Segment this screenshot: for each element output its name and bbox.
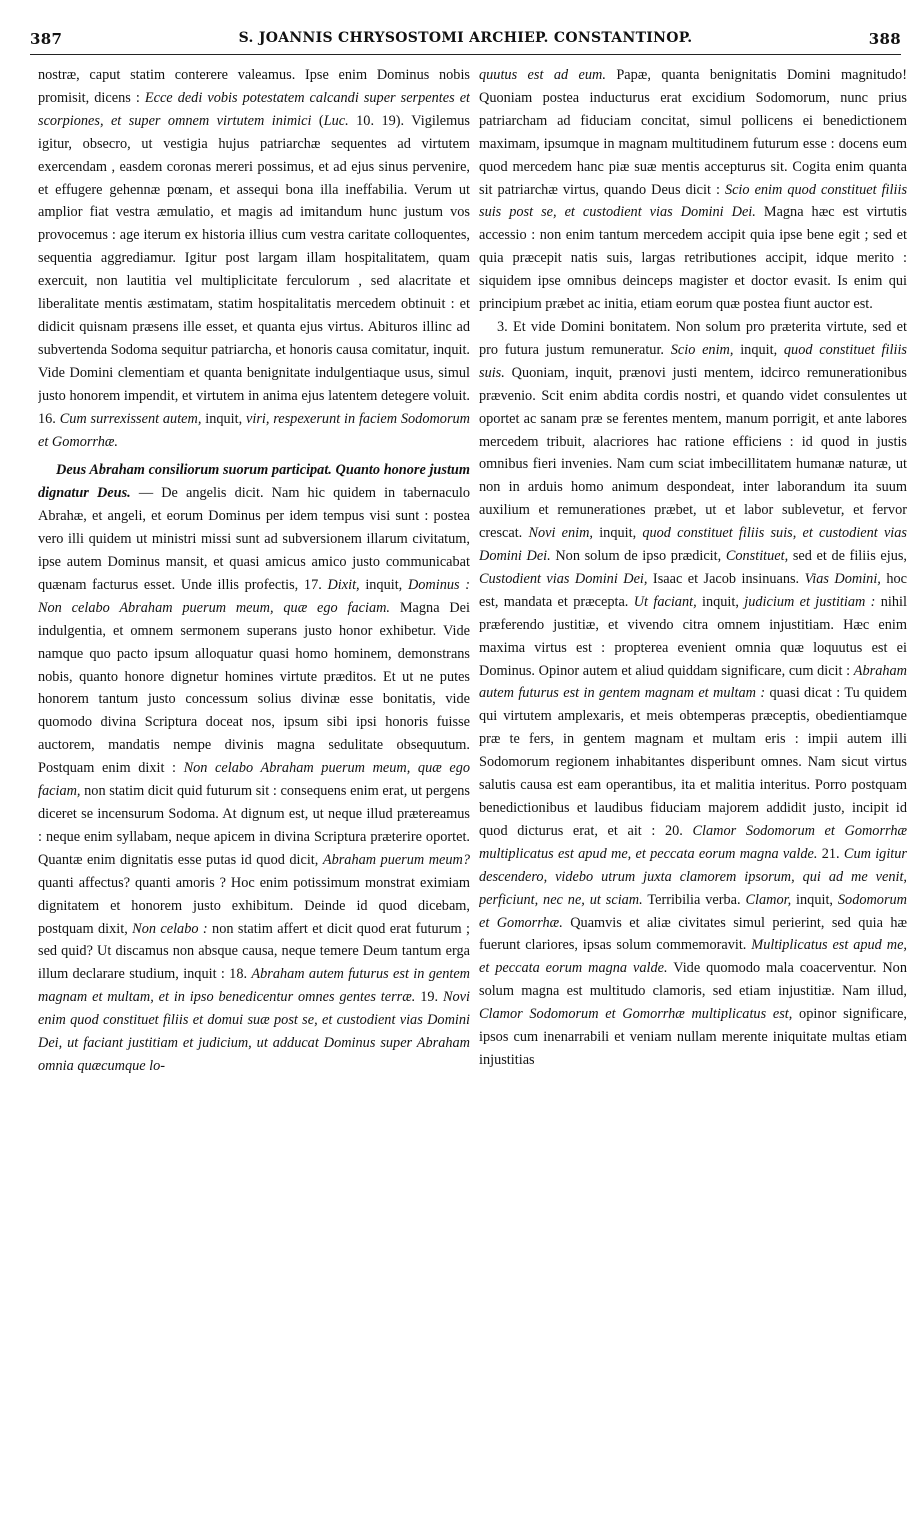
text-run: Quoniam, inquit, prænovi justi mentem, idcirco remunerationibus prævenio. Scit enim abdita cordis nostri, et quando videt consulentes ut oportet ac sanam præ se ferentes mentem, manum porrigit, et ante labores mercedem tribuit, alacriores hac ratione efficiens : id quod in justis omnibus fieri invenies. Nam cum sciat imbecillitatem humanæ naturæ, ut non in arduis homo animum despondeat, inter laborandum ita suum auxilium et remunerationes præbet, ut et labor sublevetur, et fervor crescat. [479, 364, 907, 542]
text-run: Papæ, quanta benignitatis Domini magnitudo! Quoniam postea inducturus erat excidium Sodomorum, nunc prius patriarcham ad fiduciam concitat, simul pollicens ei benedictionem maximam, ipsumque in magnam multitudinem futurum esse : docens eum quod mercedem hanc piæ suæ mentis accepturus sit. Cogita enim quanta sit patriarchæ virtus, quando Deus dicit : [479, 67, 907, 198]
text-run: Non solum de ipso prædicit, [550, 548, 726, 565]
text-run: sed et de filiis ejus, [788, 548, 907, 565]
italic-text-run: Scio enim, [670, 341, 734, 358]
italic-text-run: Abraham autem futurus est in gentem magnam et multam : [479, 662, 907, 702]
text-run: Magna hæc est virtutis accessio : non enim tantum mercedem accipit quia ipse bene egit ; sed et quia præcepit natis suis, largas retributiones accipit, idque merito : siquidem ipse omnibus deinceps magister et doctor evasit. Is enim qui principium præbet ac initia, etiam eorum quæ postea fiunt auctor est. [479, 204, 907, 313]
italic-text-run: Novi enim quod constituet filiis et domui suæ post se, et custodient vias Domini Dei, ut faciant justitiam et judicium, ut adducat Dominus super Abraham omnia quæcumque lo- [38, 989, 470, 1074]
italic-text-run: Novi enim, [528, 525, 594, 542]
text-run: nihil præferendo justitiæ, et vivendo citra omnem injustitiam. Hæc enim maxima virtus est : propterea evenient omnia quæ loquutus est ei Dominus. Opinor autem et aliud quiddam significare, cum dicit : [479, 593, 907, 679]
italic-text-run: Non celabo : [132, 920, 208, 937]
italic-text-run: Clamor Sodomorum et Gomorrhæ multiplicatus est apud me, et peccata eorum magna valde. [479, 822, 907, 862]
text-run: quanti affectus? quanti amoris ? Hoc enim potissimum monstrat eximiam dignitatem et honorem justo exhibitum. Deinde id quod dicebam, postquam dixit, [38, 874, 470, 937]
text-run: quasi dicat : Tu quidem qui virtutem amplexaris, et meis obtemperas præceptis, obedientiamque præ te fers, in gentem magnam et multam eris : impii autem illi Sodomorum regionem inhabitantes disperibunt omnes. Nam sicut virtus salutis causa est eam operantibus, ita et malitia interitus. Porro postquam benedictionibus et laudibus fiduciam majorem addidit justo, incipit id quod dicturus erat, et ait : 20. [479, 685, 907, 839]
italic-text-run: Dixit, [327, 576, 360, 593]
italic-text-run: quutus est ad eum. [479, 67, 606, 83]
running-header [30, 30, 901, 55]
text-run: 10. 19). Vigilemus igitur, obsecro, ut vestigia hujus patriarchæ sequentes ad virtutem exercendam , easdem coronas mereri possimus, et ad ejus sinus pervenire, et effugere gehennæ pœnam, et assequi bona illa ineffabilia. Verum ut amplior fiat vestra æmulatio, et magis ad imitandum hunc justum vos provocemus : age iterum ex historia illius cum vestra caritate colloquentes, sequentia aggrediamur. Igitur post largam illam hospitalitatem, quam exercuit, non lautitia vel multiplicitate ferculorum , sed alacritate et liberalitate mentis æstimatam, statim hospitalitatis mercedem obtinuit : et didicit quisnam præsens ille esset, et quanta ejus virtus. Abituros illinc ad subvertenda Sodoma sequitur patriarcha, et honoris causa comitatur, inquit. Vide Domini clementiam et quanta benignitate indulgentiaque usus, simul justo honorem impendit, et virtutem in anima ejus latentem detegere voluit. 16. [38, 112, 470, 427]
text-run: inquit, [791, 891, 838, 908]
italic-text-run: quod constituet filiis suis, et custodient vias Domini Dei. [479, 525, 907, 565]
italic-text-run: Custodient vias Domini Dei, [479, 570, 648, 587]
italic-text-run: Sodomorum et Gomorrhæ. [479, 891, 907, 931]
italic-text-run: Cum igitur descendero, videbo utrum juxta clamorem ipsorum, qui ad me venit, perficiunt, nec ne, ut sciam. [479, 845, 907, 908]
text-run: inquit, [593, 525, 643, 542]
italic-text-run: Scio enim quod constituet filiis suis post se, et custodient vias Domini Dei. [479, 181, 907, 221]
text-run: 3. Et vide Domini bonitatem. Non solum pro præterita virtute, sed et pro futura justum remuneratur. [479, 318, 907, 358]
italic-text-run: Clamor Sodomorum et Gomorrhæ multiplicatus est, [479, 1006, 793, 1023]
right-text-column [479, 64, 907, 1524]
text-run: Isaac et Jacob insinuans. [647, 570, 805, 587]
text-run: Vide quomodo mala coacerventur. Non solum magna est multitudo clamoris, sed etiam injustitiæ. Nam illud, [479, 960, 907, 1000]
paragraph [38, 459, 470, 1077]
italic-text-run: Abraham autem futurus est in gentem magnam et multam, et in ipso benedicentur omnes gentes terræ. [38, 966, 470, 1006]
italic-text-run: Constituet, [725, 548, 789, 565]
text-run: ( [311, 112, 324, 129]
italic-text-run: judicium et justitiam : [744, 593, 876, 610]
italic-text-run: Vias Domini, [804, 570, 881, 587]
text-run: nostræ, caput statim conterere valeamus. Ipse enim Dominus nobis promisit, dicens : [38, 67, 470, 106]
italic-text-run: Clamor, [745, 891, 792, 908]
text-run: non statim affert et dicit quod erat futurum ; sed quid? Ut discamus non absque causa, neque temere Deum tantum erga illum declarare studium, inquit : 18. [38, 920, 470, 983]
text-run: inquit, [733, 341, 784, 358]
paragraph [479, 316, 907, 1072]
page-number-right: 388 [868, 30, 901, 48]
text-run: Quamvis et aliæ civitates simul perierint, sed quia hæ fuerunt clariores, ipsas solum commemoravit. [479, 914, 907, 954]
italic-text-run: Dominus : Non celabo Abraham puerum meum, quæ ego faciam. [38, 576, 470, 616]
text-run: opinor significare, ipsos cum inenarrabili et veniam nullam merente iniquitate multas etiam injustitias [479, 1006, 907, 1068]
text-run: — De angelis dicit. Nam hic quidem in tabernaculo Abrahæ, et angeli, et eorum Dominus per idem tempus visi sunt : postea vero illi quidem ut ministri missi sunt ad subversionem illarum civitatum, ipse autem Dominus mansit, et quasi amicus amico justo communicabat quænam facturus esset. Unde illis profectis, 17. [38, 485, 470, 593]
italic-text-run: Cum surrexissent autem, [59, 410, 202, 427]
italic-text-run: Ecce dedi vobis potestatem calcandi super serpentes et scorpiones, et super omnem virtutem inimici [38, 89, 470, 129]
italic-text-run: Luc. [323, 112, 349, 129]
italic-text-run: Abraham puerum meum? [322, 851, 470, 868]
italic-text-run: Multiplicatus est apud me, et peccata eorum magna valde. [479, 937, 907, 977]
italic-text-run: Ut faciant, [633, 593, 697, 610]
page-number-left: 387 [30, 30, 63, 48]
italic-text-run: viri, respexerunt in faciem Sodomorum et Gomorrhæ. [38, 410, 470, 450]
italic-text-run: quod constituet filiis suis. [479, 341, 907, 381]
text-run: Terribilia verba. [642, 891, 746, 908]
text-run: non statim dicit quid futurum sit : consequens enim erat, ut pergens diceret se incensurum Sodoma. At dignum est, ut neque illud prætereamus : neque enim syllabam, neque apicem in divina Scriptura præterire oportet. Quantæ enim dignitatis esse putas id quod dicit, [38, 783, 470, 868]
text-run: inquit, [696, 593, 745, 610]
italic-text-run: Deus Abraham consiliorum suorum participat. Quanto honore justum dignatur Deus. [38, 462, 470, 502]
italic-text-run: Non celabo Abraham puerum meum, quæ ego faciam, [38, 760, 470, 800]
running-title: S. JOANNIS CHRYSOSTOMI ARCHIEP. CONSTANTINOP. [238, 30, 693, 46]
left-text-column [38, 64, 470, 1524]
text-run: inquit, [359, 576, 408, 593]
text-run: 21. [817, 845, 844, 862]
paragraph [479, 64, 907, 316]
paragraph [38, 64, 470, 453]
text-run: 19. [415, 989, 443, 1006]
text-run: hoc est, mandata et præcepta. [479, 570, 907, 610]
text-run: inquit, [201, 410, 246, 427]
text-run: Magna Dei indulgentia, et omnem sermonem superans justo honor exhibetur. Vide namque quo pacto ipsum alloquatur quasi homo hominem, demonstrans nobis, quanto honore dignetur homines virtute præditos. Et ut ne putes honorem tantum justo concessum solius divinæ esse bonitatis, vide quomodo divina Scriptura doceat nos, ipsum sibi ipsi honoris fuisse auctorem, mandatis nempe divinis magna sedulitate obsequutum. Postquam enim dixit : [38, 599, 470, 777]
